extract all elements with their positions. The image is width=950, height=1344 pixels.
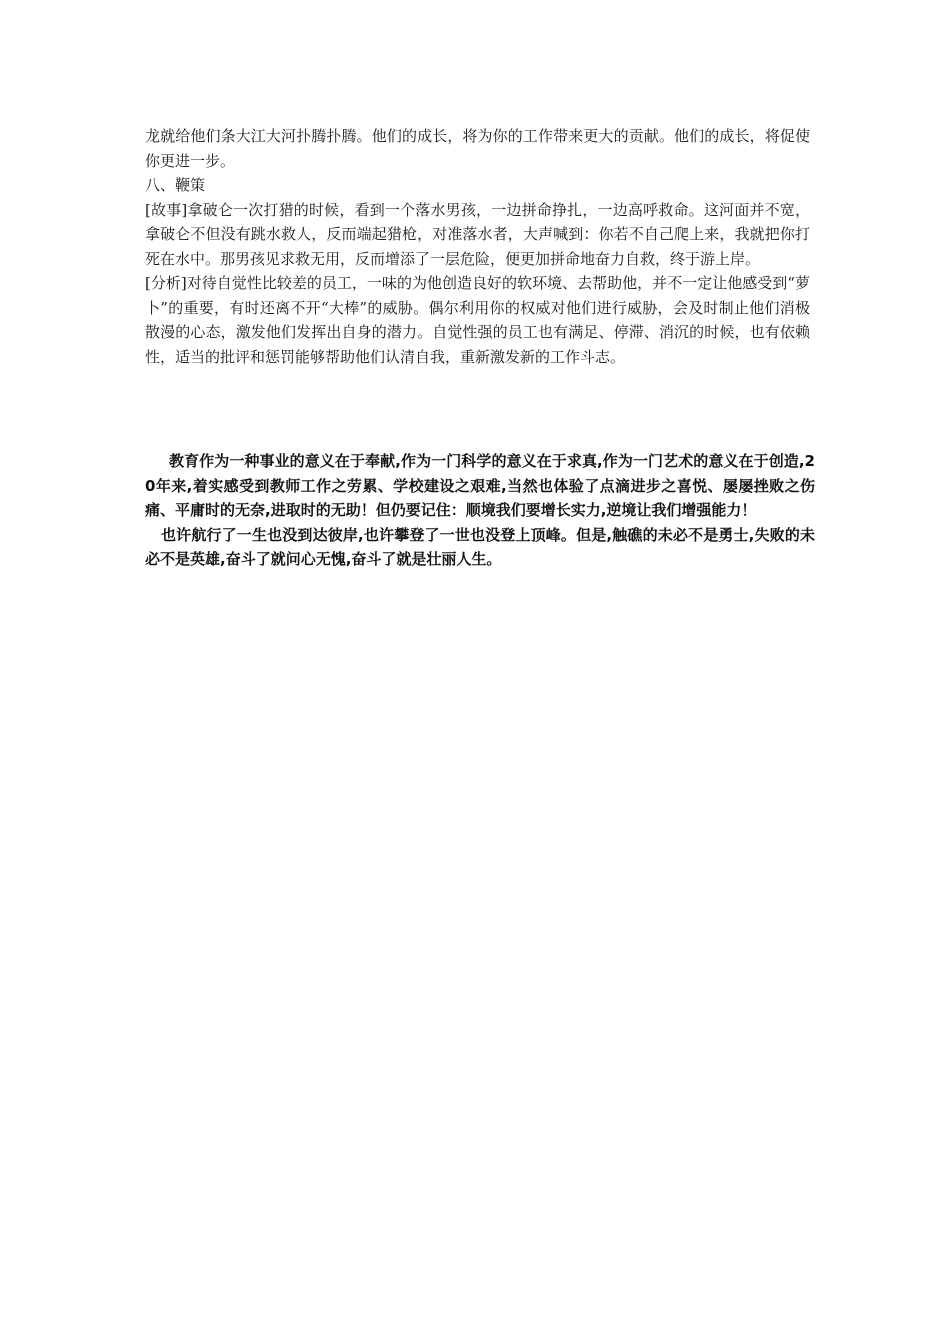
closing-paragraph-2: 也许航行了一生也没到达彼岸,也许攀登了一世也没登上顶峰。但是,触礁的未必不是勇士,失败的未必不是英雄,奋斗了就问心无愧,奋斗了就是壮丽人生。 [145,525,815,568]
closing-paragraph-1: 教育作为一种事业的意义在于奉献,作为一门科学的意义在于求真,作为一门艺术的意义在于创造,20年来,着实感受到教师工作之劳累、学校建设之艰难,当然也体验了点滴进步之喜悦、屡屡挫败之伤痛、平庸时的无奈,进取时的无助！但仍要记住：顺境我们要增长实力,逆境让我们增强能力！ [145,452,815,519]
closing-text [145,449,815,572]
body-text [145,124,810,369]
paragraph-continuation: 龙就给他们条大江大河扑腾扑腾。他们的成长，将为你的工作带来更大的贡献。他们的成长，将促使你更进一步。 [145,127,810,170]
section-heading: 八、鞭策 [145,176,206,194]
analysis-paragraph: [分析]对待自觉性比较差的员工，一味的为他创造良好的软环境、去帮助他，并不一定让他感受到“萝卜”的重要，有时还离不开“大棒”的威胁。偶尔利用你的权威对他们进行威胁，会及时制止他们消极散漫的心态，激发他们发挥出自身的潜力。自觉性强的员工也有满足、停滞、消沉的时候，也有依赖性，适当的批评和惩罚能够帮助他们认清自我，重新激发新的工作斗志。 [145,274,810,366]
story-paragraph: [故事]拿破仑一次打猎的时候，看到一个落水男孩，一边拼命挣扎，一边高呼救命。这河面并不宽，拿破仑不但没有跳水救人，反而端起猎枪，对准落水者，大声喊到：你若不自己爬上来，我就把你打死在水中。那男孩见求救无用，反而增添了一层危险，便更加拼命地奋力自救，终于游上岸。 [145,200,810,268]
